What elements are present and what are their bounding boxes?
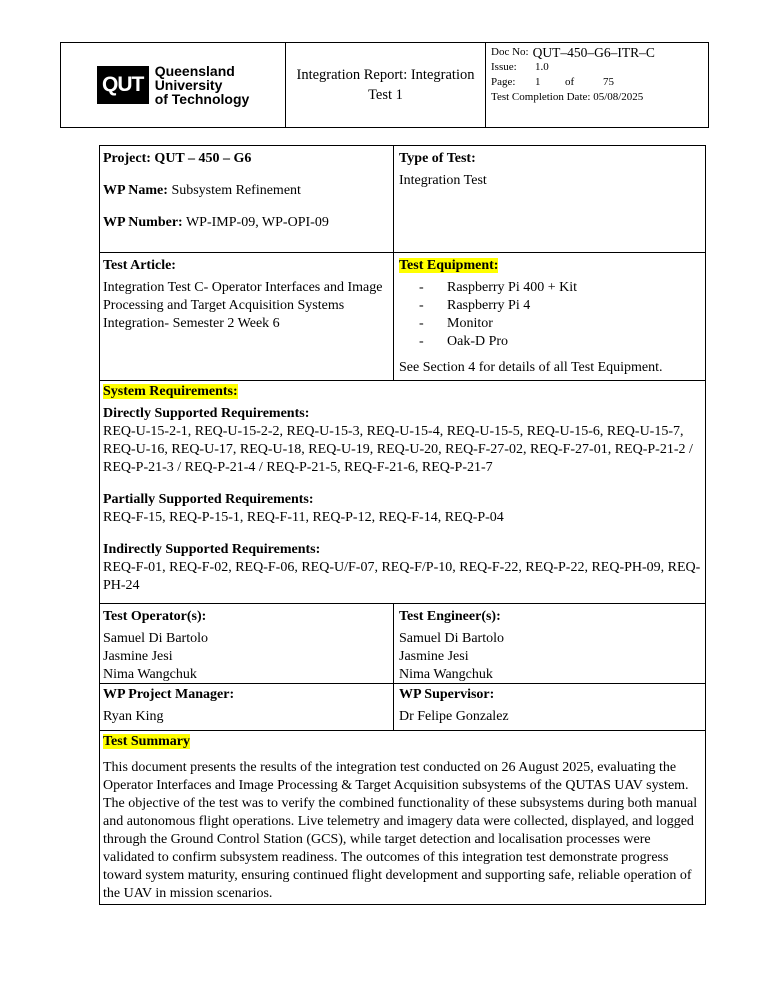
equipment-cell: [394, 253, 705, 380]
logo-cell: [61, 43, 286, 127]
type-value: Integration Test: [399, 173, 487, 188]
equipment-note: See Section 4 for details of all Test Equipment.: [399, 360, 663, 375]
partial-req-text: REQ-F-15, REQ-P-15-1, REQ-F-11, REQ-P-12, REQ-F-14, REQ-P-04: [103, 510, 504, 525]
project-line: Project: QUT – 450 – G6: [103, 151, 252, 166]
list-item: - Raspberry Pi 4: [419, 298, 531, 313]
issue-value: 1.0: [535, 61, 549, 73]
supervisor-name: Dr Felipe Gonzalez: [399, 709, 509, 724]
summary-text: This document presents the results of the integration test conducted on 26 August 2025, evaluating the Operator Interfaces and Image Processing & Target Acquisition subsystems of the QUTAS UAV system. The objective of the test was to verify the combined functionality of these subsystems during both manual and autonomous flight operations. Live telemetry and imagery data were collected, displayed, and logged through the Ground Control Station (GCS), while target detection and localisation processes were validated to confirm subsystem readiness. The outcomes of this integration test demonstrate progress toward system maturity, ensuring continued flight development and supporting safe, reliable operation of the UAV in mission scenarios.: [103, 760, 698, 901]
doc-meta: [486, 43, 708, 127]
type-cell: [394, 146, 705, 252]
list-item: - Oak-D Pro: [419, 334, 509, 349]
indirect-req-label: Indirectly Supported Requirements:: [103, 542, 321, 557]
manager-name: Ryan King: [103, 709, 164, 724]
operator-name: Jasmine Jesi: [103, 649, 173, 664]
manager-cell: WP Project Manager: Ryan King: [100, 684, 394, 730]
people-row: [100, 604, 705, 684]
completion-date: 05/08/2025: [593, 91, 644, 103]
engineer-name: Nima Wangchuk: [399, 667, 493, 682]
page-total: 75: [603, 76, 614, 88]
operator-name: Nima Wangchuk: [103, 667, 197, 682]
engineer-name: Samuel Di Bartolo: [399, 631, 504, 646]
issue-row: Issue: 1.0: [491, 61, 549, 73]
test-info-table: [99, 145, 706, 905]
requirements-section: [100, 381, 705, 604]
article-label: Test Article:: [103, 258, 176, 273]
partial-req-label: Partially Supported Requirements:: [103, 492, 314, 507]
completion-row: Test Completion Date: 05/08/2025: [491, 91, 644, 103]
doc-no: QUT–450–G6–ITR–C: [532, 45, 655, 60]
qut-logo-mark: QUT: [97, 66, 149, 104]
project-row: [100, 146, 705, 253]
summary-section: [100, 731, 705, 903]
wp-number: WP Number: WP-IMP-09, WP-OPI-09: [103, 215, 329, 230]
page-number: 1: [535, 76, 541, 88]
qut-logo: [97, 64, 250, 106]
document-header: [60, 42, 709, 128]
summary-label: Test Summary: [103, 734, 190, 749]
project-cell: [100, 146, 394, 252]
operators-cell: Test Operator(s): Samuel Di Bartolo Jasmine Jesi Nima Wangchuk: [100, 604, 394, 683]
article-text: Integration Test C- Operator Interfaces and Image Processing and Target Acquisition Systems Integration- Semester 2 Week 6: [103, 280, 383, 331]
engineer-name: Jasmine Jesi: [399, 649, 469, 664]
direct-req-text: REQ-U-15-2-1, REQ-U-15-2-2, REQ-U-15-3, REQ-U-15-4, REQ-U-15-5, REQ-U-15-6, REQ-U-15-7, REQ-U-16, REQ-U-17, REQ-U-18, REQ-U-19, REQ-U-20, REQ-F-27-02, REQ-F-27-01, REQ-P-21-2 / REQ-P-21-3 / REQ-P-21-4 / REQ-P-21-5, REQ-F-21-6, REQ-P-21-7: [103, 424, 693, 475]
equipment-label: Test Equipment:: [399, 258, 499, 273]
manager-row: [100, 684, 705, 731]
operator-name: Samuel Di Bartolo: [103, 631, 208, 646]
indirect-req-text: REQ-F-01, REQ-F-02, REQ-F-06, REQ-U/F-07, REQ-F/P-10, REQ-F-22, REQ-P-22, REQ-PH-09, REQ-PH-24: [103, 560, 701, 593]
list-item: - Monitor: [419, 316, 493, 331]
qut-logo-text: Queensland University of Technology: [154, 63, 250, 107]
equipment-list: [399, 279, 702, 351]
wp-name: WP Name: Subsystem Refinement: [103, 183, 301, 198]
list-item: - Raspberry Pi 400 + Kit: [419, 280, 577, 295]
supervisor-cell: WP Supervisor: Dr Felipe Gonzalez: [394, 684, 705, 730]
report-title: Integration Report: Integration Test 1: [286, 43, 486, 127]
direct-req-label: Directly Supported Requirements:: [103, 406, 310, 421]
article-cell: [100, 253, 394, 380]
doc-no-row: Doc No: QUT–450–G6–ITR–C: [491, 45, 655, 60]
article-row: [100, 253, 705, 381]
engineers-cell: Test Engineer(s): Samuel Di Bartolo Jasmine Jesi Nima Wangchuk: [394, 604, 705, 683]
type-label: Type of Test:: [399, 151, 476, 166]
requirements-label: System Requirements:: [103, 384, 238, 399]
page-row: Page: 1 of 75: [491, 76, 614, 88]
